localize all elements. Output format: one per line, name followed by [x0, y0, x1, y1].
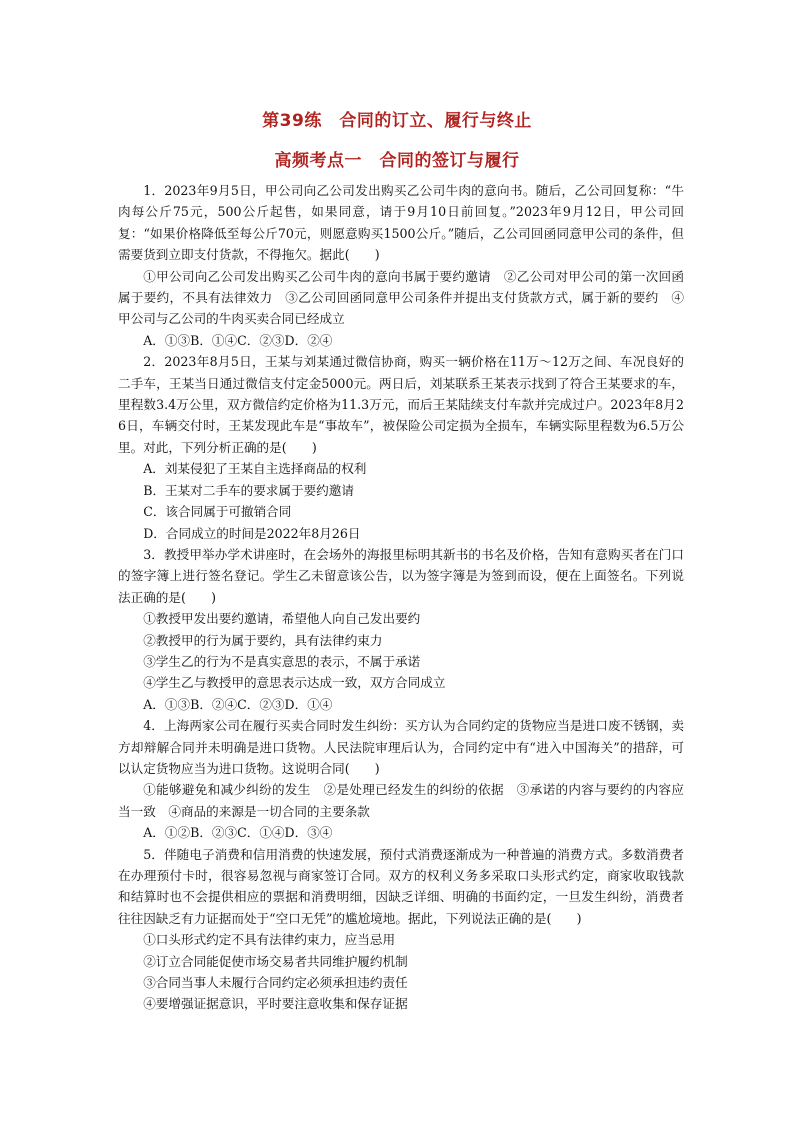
question-3-statement-4: ④学生乙与教授甲的意思表示达成一致，双方合同成立 — [143, 675, 446, 691]
question-2-option-d: D．合同成立的时间是2022年8月26日 — [143, 525, 361, 541]
question-5-statement-1: ①口头形式约定不具有法律约束力，应当忌用 — [143, 932, 396, 948]
question-list — [118, 180, 684, 1015]
question-4-choices: A．①②B．②③C．①④D．③④ — [143, 825, 333, 841]
question-1-statements: ①甲公司向乙公司发出购买乙公司牛肉的意向书属于要约邀请 ②乙公司对甲公司的第一次回函属于要约，不具有法律效力 ③乙公司回函同意甲公司条件并提出支付货款方式，属于新的要约 ④甲公司与乙公司的牛肉买卖合同已经成立 — [118, 268, 684, 327]
question-1-choices: A．①③B．①④C．②③D．②④ — [143, 332, 333, 348]
question-4-statements: ①能够避免和减少纠纷的发生 ②是处理已经发生的纠纷的依据 ③承诺的内容与要约的内容应当一致 ④商品的来源是一切合同的主要条款 — [118, 782, 684, 819]
question-5-stem: 5．伴随电子消费和信用消费的快速发展，预付式消费逐渐成为一种普遍的消费方式。多数消费者在办理预付卡时，很容易忽视与商家签订合同。双方的权利义务多采取口头形式约定，商家收取钱款和结算时也不会提供相应的票据和消费明细，因缺乏详细、明确的书面约定，一旦发生纠纷，消费者往往因缺乏有力证据而处于“空口无凭”的尴尬境地。据此，下列说法正确的是( ) — [118, 846, 684, 926]
question-5-statement-2: ②订立合同能促使市场交易者共同维护履约机制 — [143, 953, 408, 969]
question-3-choices: A．①③B．②④C．②③D．①④ — [143, 696, 333, 712]
question-5-statement-4: ④要增强证据意识，平时要注意收集和保存证据 — [143, 996, 408, 1012]
question-2-stem: 2．2023年8月5日，王某与刘某通过微信协商，购买一辆价格在11万～12万之间、车况良好的二手车，王某当日通过微信支付定金5000元。两日后，刘某联系王某表示找到了符合王某要求的车，里程数3.4万公里，双方微信约定价格为11.3万元，而后王某陆续支付车款并完成过户。2023年8月26日，车辆交付时，王某发现此车是“事故车”，被保险公司定损为全损车，车辆实际里程数为6.5万公里。对此，下列分析正确的是( ) — [118, 354, 684, 455]
question-2-option-b: B．王某对二手车的要求属于要约邀请 — [143, 482, 354, 498]
question-3-stem: 3．教授甲举办学术讲座时，在会场外的海报里标明其新书的书名及价格，告知有意购买者在门口的签字簿上进行签名登记。学生乙未留意该公告，以为签字簿是为签到而设，便在上面签名。下列说法正确的是( ) — [118, 546, 684, 605]
question-1-stem: 1．2023年9月5日，甲公司向乙公司发出购买乙公司牛肉的意向书。随后，乙公司回复称：“牛肉每公斤75元，500公斤起售，如果同意，请于9月10日前回复。”2023年9月12日，甲公司回复：“如果价格降低至每公斤70元，则愿意购买1500公斤。”随后，乙公司回函同意甲公司的条件，但需要货到立即支付货款，不得拖欠。据此( ) — [118, 183, 684, 263]
question-4-stem: 4．上海两家公司在履行买卖合同时发生纠纷：买方认为合同约定的货物应当是进口废不锈钢，卖方却辩解合同并未明确是进口货物。人民法院审理后认为，合同约定中有“进入中国海关”的措辞，可以认定货物应当为进口货物。这说明合同( ) — [118, 718, 684, 776]
question-2-option-a: A．刘某侵犯了王某自主选择商品的权利 — [143, 461, 367, 477]
exercise-title: 第39练 合同的订立、履行与终止 — [262, 111, 532, 131]
question-5-statement-3: ③合同当事人未履行合同约定必须承担违约责任 — [143, 975, 408, 991]
question-2-option-c: C．该合同属于可撤销合同 — [143, 504, 292, 520]
question-3-statement-2: ②教授甲的行为属于要约，具有法律约束力 — [143, 632, 383, 648]
question-3-statement-1: ①教授甲发出要约邀请，希望他人向自己发出要约 — [143, 611, 421, 627]
question-3-statement-3: ③学生乙的行为不是真实意思的表示，不属于承诺 — [143, 653, 421, 669]
section-title: 高频考点一 合同的签订与履行 — [274, 151, 520, 171]
